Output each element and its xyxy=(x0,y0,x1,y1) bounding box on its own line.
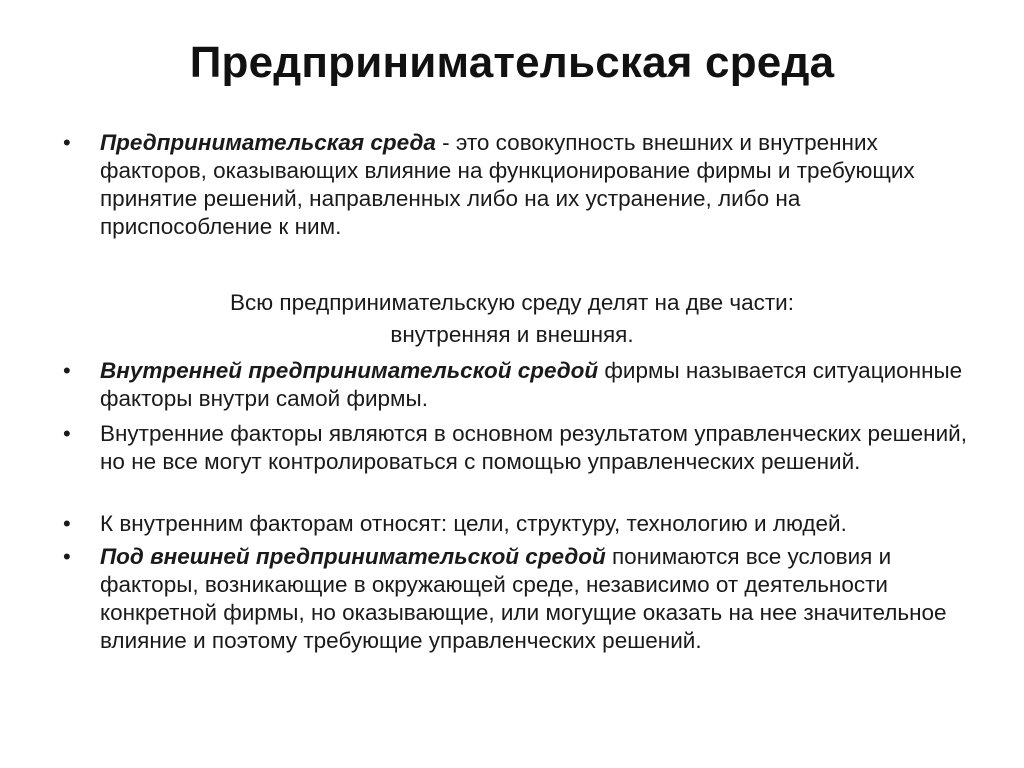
bullet-marker: • xyxy=(63,130,71,155)
center-line-types: внутренняя и внешняя. xyxy=(390,322,634,347)
bullet-marker: • xyxy=(63,544,71,569)
bullet-item-internal-environment xyxy=(63,357,970,413)
bullet-emphasis: Под внешней предпринимательской средой xyxy=(100,544,606,569)
bullet-emphasis: Предпринимательская среда xyxy=(100,130,436,155)
bullet-item-definition xyxy=(63,129,970,241)
bullet-item-internal-factors xyxy=(63,420,970,476)
bullet-text: понимаются все условия и факторы, возникающие в окружающей среде, независимо от деятельности конкретной фирмы, но оказывающие, или могущие оказать на нее значительное влияние и поэтому требующие управленческих решений. xyxy=(100,544,947,653)
bullet-marker: • xyxy=(63,511,71,536)
bullet-item-factor-list xyxy=(63,510,970,538)
bullet-text: Внутренние факторы являются в основном результатом управленческих решений, но не все могут контролироваться с помощью управленческих решений. xyxy=(100,421,967,474)
bullet-emphasis: Внутренней предпринимательской средой xyxy=(100,358,599,383)
bullet-text: фирмы называется ситуационные факторы внутри самой фирмы. xyxy=(100,358,963,411)
bullet-marker: • xyxy=(63,421,71,446)
bullet-text: К внутренним факторам относят: цели, структуру, технологию и людей. xyxy=(100,511,847,536)
bullet-item-external-environment xyxy=(63,543,970,655)
slide-title: Предпринимательская среда xyxy=(189,38,835,87)
bullet-text: - это совокупность внешних и внутренних факторов, оказывающих влияние на функционирование фирмы и требующих принятие решений, направленных либо на их устранение, либо на приспособление к ним. xyxy=(100,130,915,239)
bullet-marker: • xyxy=(63,358,71,383)
center-line-parts: Всю предпринимательскую среду делят на две части: xyxy=(230,290,794,315)
